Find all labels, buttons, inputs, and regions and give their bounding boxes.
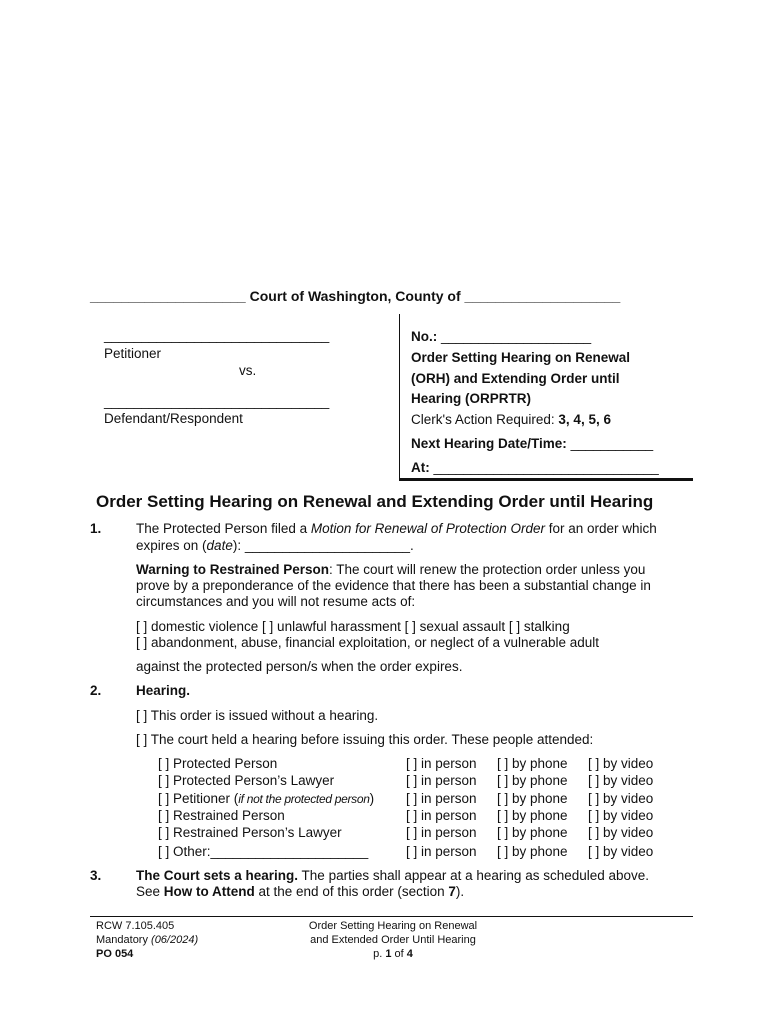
section-1-number: 1. xyxy=(90,521,102,536)
mode-by-phone: [ ] by phone xyxy=(497,825,568,840)
mode-by-phone: [ ] by phone xyxy=(497,844,568,859)
page-prefix: p. xyxy=(373,948,386,960)
section-ref-close: ). xyxy=(455,884,465,899)
attendee-restrained-lawyer: [ ] Restrained Person’s Lawyer xyxy=(158,825,342,840)
hearing-held-option: [ ] The court held a hearing before issuing this order. These people attended: xyxy=(136,732,594,747)
acts-line-1: [ ] domestic violence [ ] unlawful harassment [ ] sexual assault [ ] stalking xyxy=(136,619,570,634)
court-blank-left: ____________________ xyxy=(90,288,246,304)
date-label: date xyxy=(206,538,233,553)
court-line xyxy=(90,288,682,304)
petitioner-close: ) xyxy=(369,791,375,806)
next-hearing xyxy=(411,436,653,451)
other-blank: _____________________ xyxy=(210,844,369,859)
hearing-location xyxy=(411,460,659,475)
section-1-line-1 xyxy=(136,521,657,536)
petitioner-line: ______________________________ xyxy=(104,328,330,343)
mode-by-video: [ ] by video xyxy=(588,773,654,788)
clerk-action-label: Clerk's Action Required: xyxy=(411,412,555,427)
mode-by-video: [ ] by video xyxy=(588,756,654,771)
caption-title-line-1: Order Setting Hearing on Renewal xyxy=(411,350,631,365)
footer-page xyxy=(307,948,479,960)
attendee-restrained-person: [ ] Restrained Person xyxy=(158,808,285,823)
next-hearing-blank: ___________ xyxy=(570,436,654,451)
petitioner-label: Petitioner xyxy=(104,346,162,361)
section-3-line-2 xyxy=(136,884,464,899)
mode-in-person: [ ] in person xyxy=(406,773,477,788)
mode-by-phone: [ ] by phone xyxy=(497,773,568,788)
warning-label: Warning to Restrained Person xyxy=(136,562,330,577)
vs-label: vs. xyxy=(239,363,257,378)
mandatory-date: (06/2024) xyxy=(151,934,199,946)
no-hearing-option: [ ] This order is issued without a hearing. xyxy=(136,708,379,723)
s1-text: The Protected Person filed a xyxy=(136,521,311,536)
attendee-other xyxy=(158,844,368,859)
at-label: At: xyxy=(411,460,430,475)
mode-by-video: [ ] by video xyxy=(588,844,654,859)
case-number xyxy=(411,329,591,344)
acts-line-2: [ ] abandonment, abuse, financial exploitation, or neglect of a vulnerable adult xyxy=(136,635,600,650)
warning-line-3: circumstances and you will not resume acts of: xyxy=(136,594,416,609)
how-to-attend: How to Attend xyxy=(163,884,255,899)
mode-by-video: [ ] by video xyxy=(588,808,654,823)
mode-in-person: [ ] in person xyxy=(406,756,477,771)
warning-line-1 xyxy=(136,562,645,577)
footer-title-1: Order Setting Hearing on Renewal xyxy=(308,920,478,932)
section-3-text: The parties shall appear at a hearing as scheduled above. xyxy=(298,868,650,883)
attendee-protected-person: [ ] Protected Person xyxy=(158,756,278,771)
section-3-heading: The Court sets a hearing. xyxy=(136,868,299,883)
at-blank: ______________________________ xyxy=(433,460,659,475)
caption-bottom-rule xyxy=(399,478,693,481)
mandatory-label: Mandatory xyxy=(96,934,152,946)
court-label: Court of Washington, County of xyxy=(249,288,461,304)
date-blank: ): ______________________. xyxy=(232,538,414,553)
page-number: 1 xyxy=(385,948,392,960)
footer-title-2: and Extended Order Until Hearing xyxy=(310,934,476,946)
section-2-heading: Hearing. xyxy=(136,683,191,698)
section-ref-text: at the end of this order (section xyxy=(254,884,449,899)
next-hearing-label: Next Hearing Date/Time: xyxy=(411,436,567,451)
other-label: [ ] Other: xyxy=(158,844,211,859)
page-of: of xyxy=(391,948,407,960)
petitioner-label: [ ] Petitioner ( xyxy=(158,791,239,806)
respondent-label: Defendant/Respondent xyxy=(104,411,243,426)
case-number-label: No.: xyxy=(411,329,438,344)
mode-in-person: [ ] in person xyxy=(406,825,477,840)
caption-title-line-2: (ORH) and Extending Order until xyxy=(411,371,620,386)
mode-by-video: [ ] by video xyxy=(588,825,654,840)
caption-divider xyxy=(399,314,400,480)
case-number-blank: ____________________ xyxy=(441,329,592,344)
mode-by-phone: [ ] by phone xyxy=(497,756,568,771)
s1-text-post: for an order which xyxy=(544,521,657,536)
warning-text: : The court will renew the protection order unless you xyxy=(329,562,646,577)
clerk-action xyxy=(411,412,611,427)
expires-text: expires on ( xyxy=(136,538,207,553)
clerk-action-value: 3, 4, 5, 6 xyxy=(558,412,611,427)
footer-rcw: RCW 7.105.405 xyxy=(96,920,175,932)
section-3-number: 3. xyxy=(90,868,102,883)
mode-by-phone: [ ] by phone xyxy=(497,791,568,806)
motion-title: Motion for Renewal of Protection Order xyxy=(310,521,545,536)
section-1-line-2 xyxy=(136,538,414,553)
respondent-line: ______________________________ xyxy=(104,394,330,409)
page-total: 4 xyxy=(406,948,413,960)
mode-in-person: [ ] in person xyxy=(406,791,477,806)
petitioner-note: if not the protected person xyxy=(238,792,370,806)
section-2-number: 2. xyxy=(90,683,102,698)
see-text: See xyxy=(136,884,164,899)
mode-in-person: [ ] in person xyxy=(406,844,477,859)
footer-form-number: PO 054 xyxy=(96,948,134,960)
footer-mandatory xyxy=(96,934,198,946)
caption-title-line-3: Hearing (ORPRTR) xyxy=(411,391,532,406)
mode-by-phone: [ ] by phone xyxy=(497,808,568,823)
warning-line-2: prove by a preponderance of the evidence that there has been a substantial change in xyxy=(136,578,651,593)
section-ref-number: 7 xyxy=(448,884,456,899)
attendee-petitioner xyxy=(158,791,374,806)
attendee-protected-lawyer: [ ] Protected Person’s Lawyer xyxy=(158,773,335,788)
mode-in-person: [ ] in person xyxy=(406,808,477,823)
document-title: Order Setting Hearing on Renewal and Extending Order until Hearing xyxy=(96,492,654,511)
mode-by-video: [ ] by video xyxy=(588,791,654,806)
footer-rule xyxy=(90,916,693,917)
county-blank: ____________________ xyxy=(464,288,621,304)
against-line: against the protected person/s when the order expires. xyxy=(136,659,463,674)
section-3-line-1 xyxy=(136,868,649,883)
